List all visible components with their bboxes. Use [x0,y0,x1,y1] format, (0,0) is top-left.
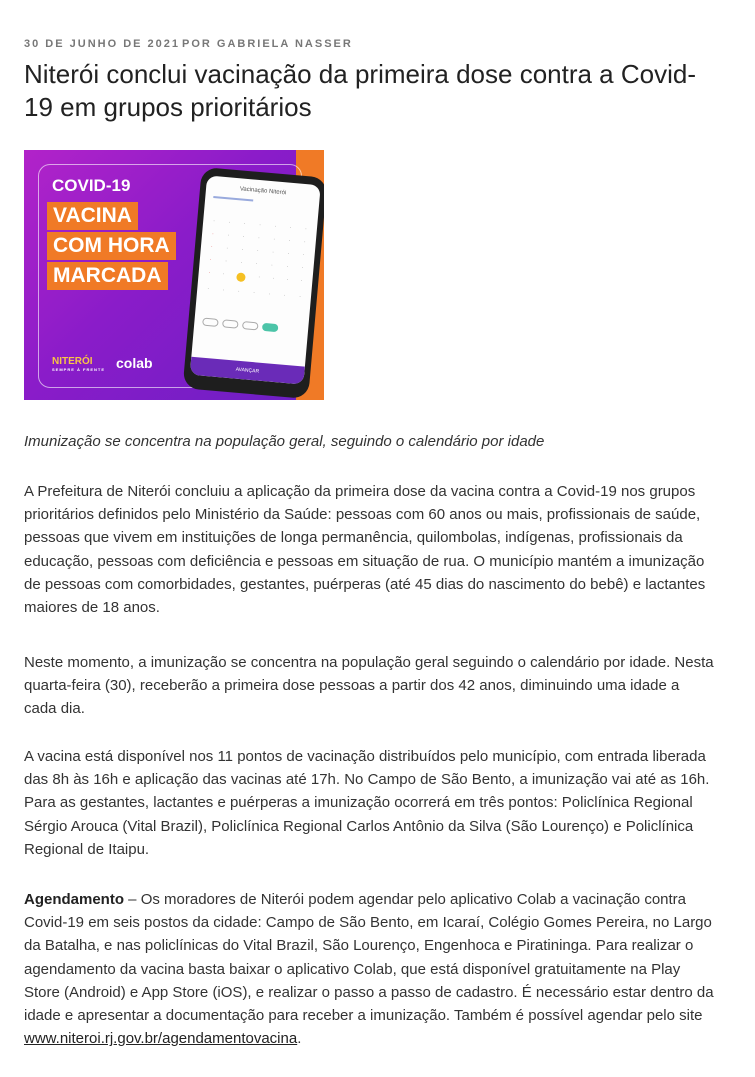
agendamento-heading: Agendamento [24,891,125,908]
phone-progress-bar [213,196,253,201]
niteroi-logo-sub: SEMPRE À FRENTE [52,367,106,372]
publish-date: 30 DE JUNHO DE 2021 [24,38,180,50]
hero-tag-com-hora: COM HORA [47,232,176,260]
phone-header: Vacinação Niterói [239,186,287,197]
time-pill [202,318,219,327]
colab-logo: colab [116,355,153,371]
time-pill [242,321,259,330]
selected-day [236,272,246,282]
hero-covid-label: COVID-19 [52,176,131,195]
agendamento-link[interactable]: www.niteroi.rj.gov.br/agendamentovacina [24,1030,298,1048]
paragraph-2: Neste momento, a imunização se concentra na população geral seguindo o calendário por idade. Nesta quarta-feira (30), receberão a primeira dose pessoas a partir dos 42 anos, diminuindo uma idade a cada dia. [24,654,714,718]
phone-footer-button: AVANÇAR [190,357,305,385]
time-pill [222,319,239,328]
hero-image [24,150,324,400]
niteroi-logo-text: NITERÓI [52,356,93,367]
paragraph-4-text: – Os moradores de Niterói podem agendar pelo aplicativo Colab a vacinação contra Covid-19 em seis postos da cidade: Campo de São Bento, em Icaraí, Colégio Gomes Pereira, no Largo da Batalha, e nas policlínicas do Vital Brazil, São Lourenço, Engenhoca e Piratininga. Para realizar o agendamento da vacina basta baixar o aplicativo Colab, que está disponível gratuitamente na Play Store (Android) e App Store (iOS), e realizar o passo a passo de cadastro. É necessário estar dentro da idade e apresentar a documentação para receber a imunização. Também é possível agendar pelo site [24,891,714,1025]
hero-tag-marcada: MARCADA [47,262,168,290]
author-byline: POR GABRIELA NASSER [182,38,353,50]
article-meta [24,38,353,50]
paragraph-3: A vacina está disponível nos 11 pontos de vacinação distribuídos pelo município, com entrada liberada das 8h às 16h e aplicação das vacinas até 17h. No Campo de São Bento, a imunização vai até as 16h. Para as gestantes, lactantes e puérperas a imunização ocorrerá em três pontos: Policlínica Regional Sérgio Arouca (Vital Brazil), Policlínica Regional Carlos Antônio da Silva (São Lourenço) e Policlínica Regional de Itaipu. [24,748,710,858]
phone-calendar: · · · · · · · · · · · · · · · · · · · · · · · · · · · · · · · · · · · · · · · · · [207,218,308,301]
paragraph-4 [24,888,714,1050]
article-title: Niterói conclui vacinação da primeira dose contra a Covid-19 em grupos prioritários [24,59,696,122]
hero-tag-vacina: VACINA [47,202,138,230]
niteroi-logo [52,356,105,372]
phone-time-pills [202,318,278,333]
phone-screen [190,175,321,384]
paragraph-4-end: . [297,1030,302,1048]
paragraph-1: A Prefeitura de Niterói concluiu a aplicação da primeira dose da vacina contra a Covid-19 nos grupos prioritários definidos pelo Ministério da Saúde: pessoas com 60 anos ou mais, profissionais de saúde, pessoas que vivem em instituições de longa permanência, quilombolas, indígenas, profissionais da educação, pessoas com deficiência e pessoas em situação de rua. O município mantém a imunização de pessoas com comorbidades, gestantes, puérperas (até 45 dias do nascimento do bebê) e lactantes maiores de 18 anos. [24,483,706,617]
phone-illustration [183,167,324,399]
time-pill-selected [262,323,279,332]
image-caption: Imunização se concentra na população geral, seguindo o calendário por idade [24,433,545,450]
